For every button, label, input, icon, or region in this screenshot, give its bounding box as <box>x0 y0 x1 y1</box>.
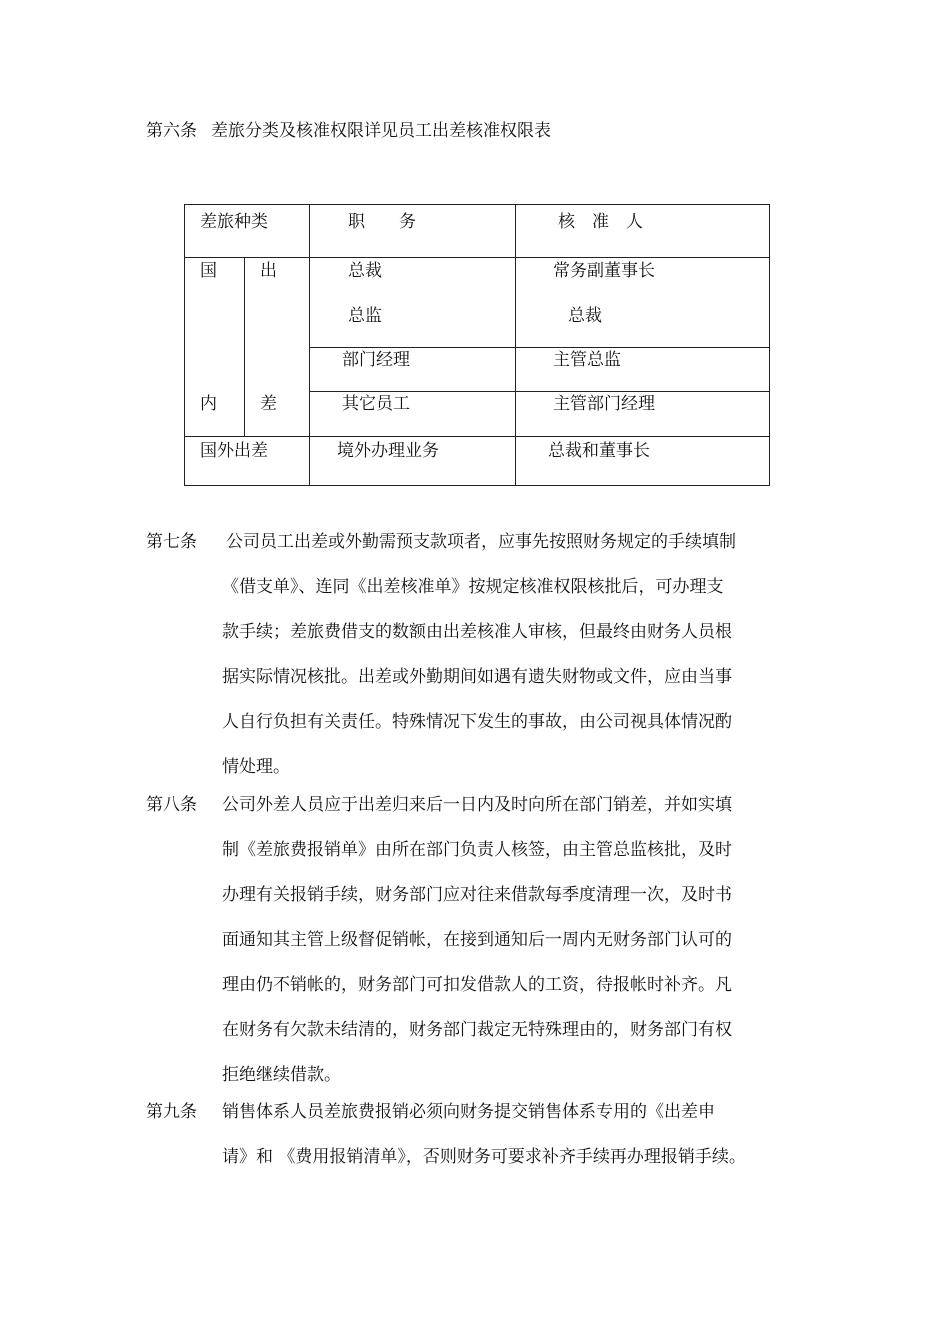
table-row-approver: 主管总监 <box>553 350 621 370</box>
article-line: 办理有关报销手续，财务部门应对往来借款每季度清理一次，及时书 <box>222 885 732 905</box>
header-category: 差旅种类 <box>200 212 268 232</box>
article-8-body <box>222 794 822 1109</box>
overseas-position: 境外办理业务 <box>337 441 439 461</box>
article-line: 请》和 《费用报销清单》，否则财务可要求补齐手续再办理报销手续。 <box>222 1147 746 1167</box>
article-6-text: 差旅分类及核准权限详见员工出差核准权限表 <box>211 121 551 141</box>
article-line: 款手续；差旅费借支的数额由出差核准人审核，但最终由财务人员根 <box>222 622 732 642</box>
table-row-position: 部门经理 <box>342 350 410 370</box>
overseas-approver: 总裁和董事长 <box>548 441 650 461</box>
article-7-number: 第七条 <box>146 532 197 552</box>
article-line: 公司员工出差或外勤需预支款项者，应事先按照财务规定的手续填制 <box>226 532 736 552</box>
article-line: 理由仍不销帐的，财务部门可扣发借款人的工资，待报帐时补齐。凡 <box>222 975 732 995</box>
article-line: 销售体系人员差旅费报销必须向财务提交销售体系专用的《出差申 <box>222 1102 715 1122</box>
article-line: 面通知其主管上级督促销帐，在接到通知后一周内无财务部门认可的 <box>222 930 732 950</box>
article-line: 情处理。 <box>222 757 290 777</box>
article-line: 拒绝继续借款。 <box>222 1065 341 1085</box>
article-9-number: 第九条 <box>146 1102 197 1122</box>
domestic-char-chai: 差 <box>260 394 277 414</box>
article-line: 在财务有欠款未结清的，财务部门裁定无特殊理由的，财务部门有权 <box>222 1020 732 1040</box>
article-line: 制《差旅费报销单》由所在部门负责人核签，由主管总监核批，及时 <box>222 840 732 860</box>
table-row-approver: 主管部门经理 <box>553 394 655 414</box>
article-line: 《借支单》、连同《出差核准单》按规定核准权限核批后，可办理支 <box>222 577 724 597</box>
table-row-approver: 总裁 <box>568 306 602 326</box>
article-line: 人自行负担有关责任。特殊情况下发生的事故，由公司视具体情况酌 <box>222 712 732 732</box>
approval-table <box>184 204 770 486</box>
table-row-position: 其它员工 <box>342 394 410 414</box>
domestic-char-nei: 内 <box>200 394 217 414</box>
domestic-char-guo: 国 <box>200 261 217 281</box>
table-row-position: 总监 <box>348 306 382 326</box>
table-row-position: 总裁 <box>348 261 382 281</box>
article-9-body <box>222 1101 822 1191</box>
table-row-approver: 常务副董事长 <box>553 261 655 281</box>
header-position: 职 务 <box>348 212 416 232</box>
article-6 <box>146 116 551 141</box>
overseas-category: 国外出差 <box>200 441 268 461</box>
article-line: 公司外差人员应于出差归来后一日内及时向所在部门销差，并如实填 <box>222 795 732 815</box>
table-grid <box>184 204 770 486</box>
article-line: 据实际情况核批。出差或外勤期间如遇有遗失财物或文件，应由当事 <box>222 667 732 687</box>
article-8-number: 第八条 <box>146 795 197 815</box>
header-approver: 核 准 人 <box>558 212 643 232</box>
article-6-number: 第六条 <box>146 121 197 141</box>
article-7-body <box>222 531 822 801</box>
domestic-char-chu: 出 <box>260 261 277 281</box>
